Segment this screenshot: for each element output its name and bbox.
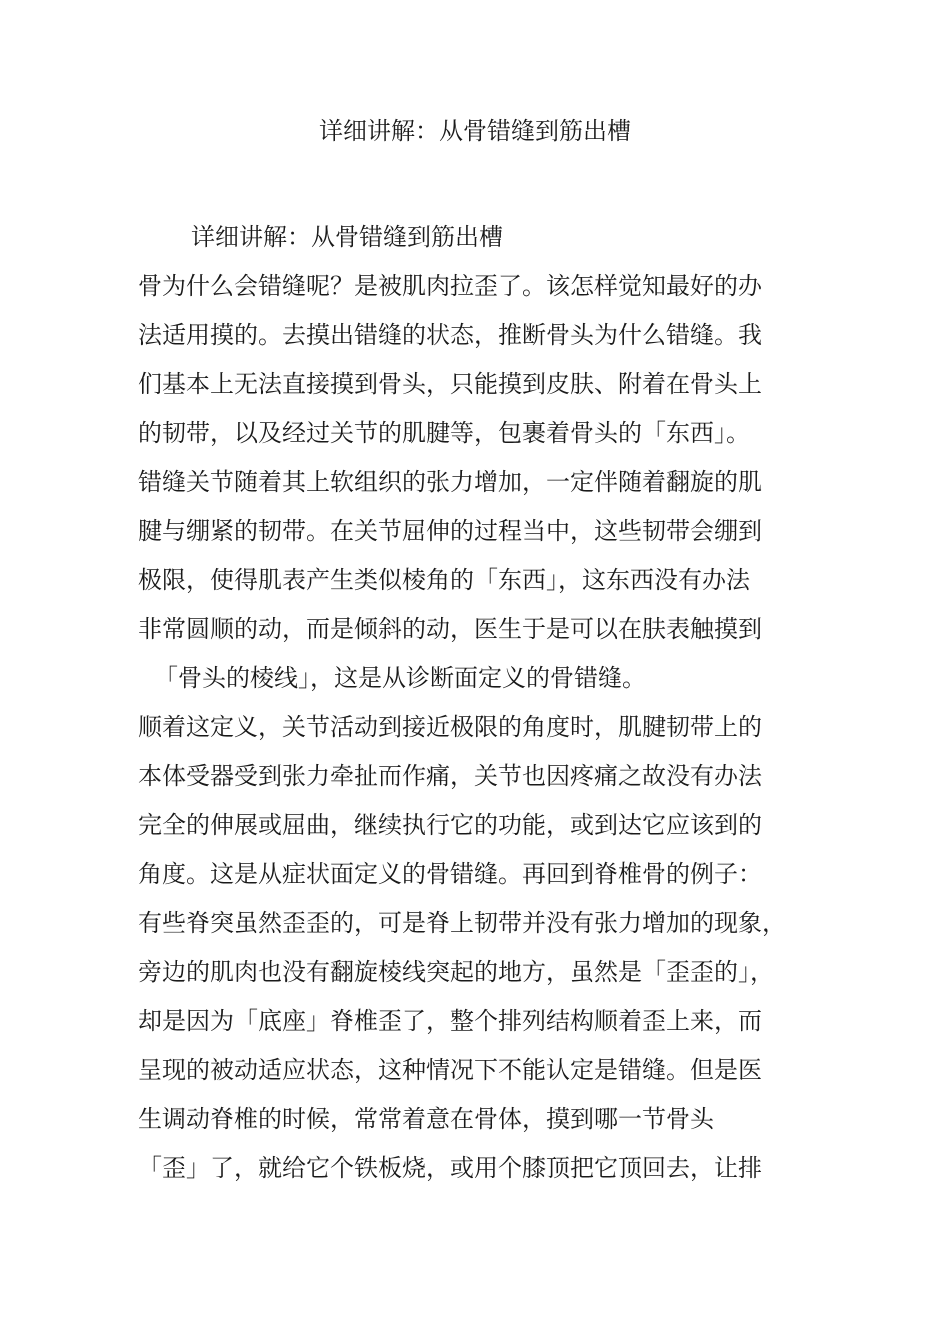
text-line: 旁边的肌肉也没有翻旋棱线突起的地方，虽然是「歪歪的」， <box>138 958 774 986</box>
text-line: 完全的伸展或屈曲，继续执行它的功能，或到达它应该到的 <box>138 811 762 839</box>
text-line: 骨为什么会错缝呢？是被肌肉拉歪了。该怎样觉知最好的办 <box>138 272 762 300</box>
text-line: 「歪」了，就给它个铁板烧，或用个膝顶把它顶回去，让排 <box>138 1154 762 1182</box>
text-line: 非常圆顺的动，而是倾斜的动，医生于是可以在肤表触摸到 <box>138 615 762 643</box>
text-line: 本体受器受到张力牵扯而作痛，关节也因疼痛之故没有办法 <box>138 762 762 790</box>
text-line: 呈现的被动适应状态，这种情况下不能认定是错缝。但是医 <box>138 1056 762 1084</box>
document-title: 详细讲解：从骨错缝到筋出槽 <box>319 117 631 145</box>
text-line: 顺着这定义，关节活动到接近极限的角度时，肌腱韧带上的 <box>138 713 762 741</box>
text-line: 的韧带，以及经过关节的肌腱等，包裹着骨头的「东西」。 <box>138 419 750 447</box>
text-line: 角度。这是从症状面定义的骨错缝。再回到脊椎骨的例子： <box>138 860 762 888</box>
text-line: 极限，使得肌表产生类似棱角的「东西」，这东西没有办法 <box>138 566 750 594</box>
text-line: 生调动脊椎的时候，常常着意在骨体，摸到哪一节骨头 <box>138 1105 714 1133</box>
text-line: 「骨头的棱线」，这是从诊断面定义的骨错缝。 <box>154 664 646 692</box>
text-line: 有些脊突虽然歪歪的，可是脊上韧带并没有张力增加的现象， <box>138 909 786 937</box>
document-body <box>138 213 818 1193</box>
text-line: 腱与绷紧的韧带。在关节屈伸的过程当中，这些韧带会绷到 <box>138 517 762 545</box>
section-heading: 详细讲解：从骨错缝到筋出槽 <box>191 223 503 251</box>
text-line: 错缝关节随着其上软组织的张力增加，一定伴随着翻旋的肌 <box>138 468 762 496</box>
text-line: 法适用摸的。去摸出错缝的状态，推断骨头为什么错缝。我 <box>138 321 762 349</box>
text-line: 却是因为「底座」脊椎歪了，整个排列结构顺着歪上来，而 <box>138 1007 762 1035</box>
text-line: 们基本上无法直接摸到骨头，只能摸到皮肤、附着在骨头上 <box>138 370 762 398</box>
